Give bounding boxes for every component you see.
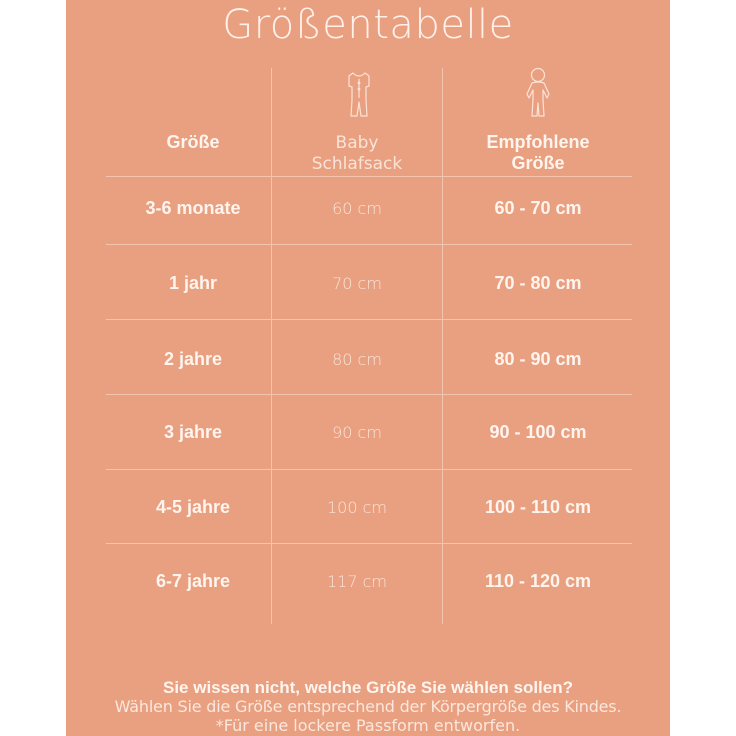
table-row-size: 4-5 jahre xyxy=(155,497,231,517)
size-chart-panel xyxy=(66,0,670,736)
table-row-recommended: 110 - 120 cm xyxy=(484,571,592,591)
table-row-size: 3 jahre xyxy=(163,422,223,442)
header-sleeping-bag-line2: Schlafsack xyxy=(311,154,403,174)
row-divider xyxy=(106,176,632,177)
table-row-size: 3-6 monate xyxy=(145,198,241,218)
table-row-recommended: 60 - 70 cm xyxy=(494,198,582,218)
row-divider xyxy=(106,319,632,320)
table-row-recommended: 90 - 100 cm xyxy=(489,422,587,442)
footer-advice: Wählen Sie die Größe entsprechend der Körpergröße des Kindes. xyxy=(114,697,622,716)
table-row-bag-length: 100 cm xyxy=(326,498,387,517)
header-recommended-line2: Größe xyxy=(511,153,565,173)
table-row-bag-length: 90 cm xyxy=(332,423,382,442)
table-row-bag-length: 80 cm xyxy=(332,350,382,369)
row-divider xyxy=(106,394,632,395)
page-title: Größentabelle xyxy=(222,2,514,48)
header-recommended-line1: Empfohlene xyxy=(486,132,590,152)
table-row-bag-length: 60 cm xyxy=(332,199,382,218)
sleeping-bag-icon xyxy=(342,70,376,120)
header-sleeping-bag xyxy=(272,133,442,175)
footer-question: Sie wissen nicht, welche Größe Sie wählen sollen? xyxy=(162,678,573,697)
table-row-recommended: 80 - 90 cm xyxy=(494,349,582,369)
table-row-recommended: 100 - 110 cm xyxy=(484,497,592,517)
row-divider xyxy=(106,469,632,470)
baby-icon xyxy=(520,66,556,120)
row-divider xyxy=(106,543,632,544)
table-row-size: 2 jahre xyxy=(163,349,223,369)
header-recommended-size xyxy=(442,132,634,174)
table-row-size: 1 jahr xyxy=(168,273,218,293)
table-row-recommended: 70 - 80 cm xyxy=(494,273,582,293)
header-sleeping-bag-line1: Baby xyxy=(335,133,379,153)
table-row-bag-length: 117 cm xyxy=(326,572,387,591)
row-divider xyxy=(106,244,632,245)
table-row-bag-length: 70 cm xyxy=(332,274,382,293)
header-size: Größe xyxy=(166,132,220,152)
footer-note: *Für eine lockere Passform entworfen. xyxy=(215,716,521,735)
table-row-size: 6-7 jahre xyxy=(155,571,231,591)
